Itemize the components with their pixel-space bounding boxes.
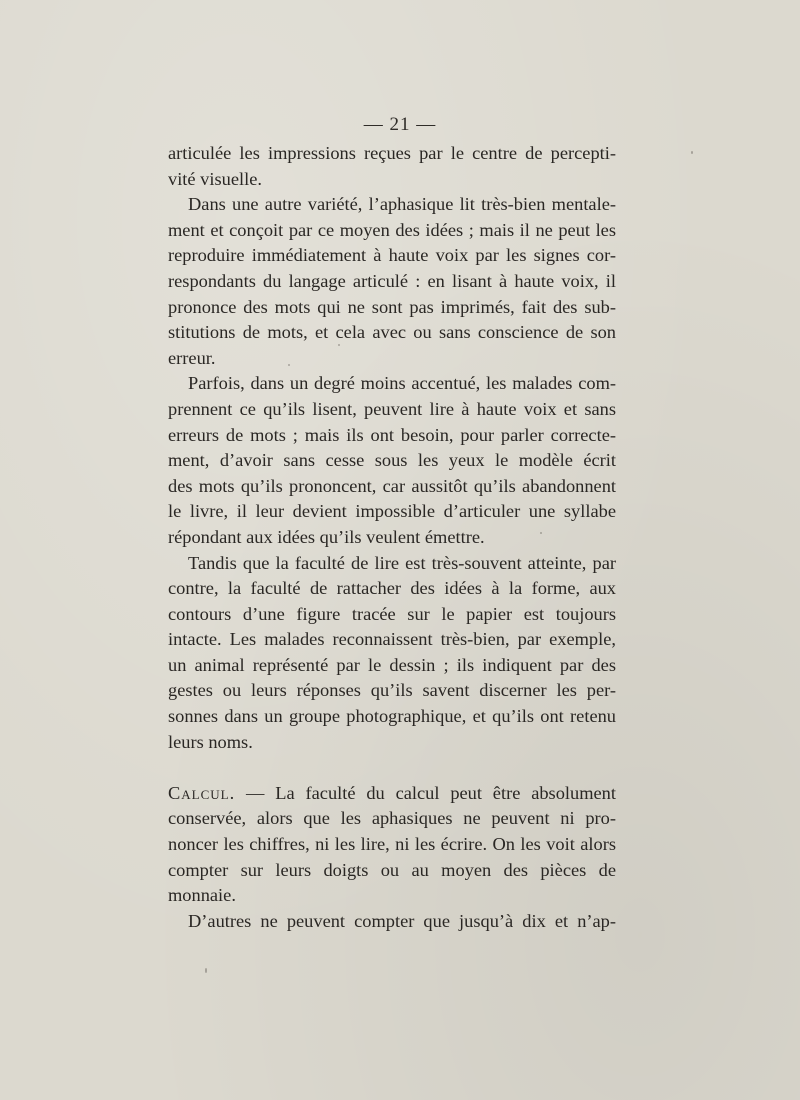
text-line: leurs noms. xyxy=(168,731,253,752)
text-line: vité visuelle. xyxy=(168,168,262,189)
text-line: contours d’une figure tracée sur le papier est toujours xyxy=(168,603,616,624)
text-line: Tandis que la faculté de lire est très-souvent atteinte, par xyxy=(188,552,616,573)
text-line: Parfois, dans un degré moins accentué, les malades com- xyxy=(188,373,616,394)
text-line: Dans une autre variété, l’aphasique lit très-bien mentale- xyxy=(188,194,616,215)
text-line: compter sur leurs doigts ou au moyen des pièces de xyxy=(168,859,616,880)
text-line: sonnes dans un groupe photographique, et qu’ils ont retenu xyxy=(168,706,616,727)
text-line: prononce des mots qui ne sont pas imprimés, fait des sub- xyxy=(168,296,616,317)
text-line: contre, la faculté de rattacher des idées à la forme, aux xyxy=(168,578,616,599)
text-line: le livre, il leur devient impossible d’articuler une syllabe xyxy=(168,501,616,522)
paper-speck xyxy=(338,344,340,346)
page-number: — 21 — xyxy=(363,114,437,135)
text-line: erreur. xyxy=(168,347,216,368)
text-line: conservée, alors que les aphasiques ne peuvent ni pro- xyxy=(168,808,616,829)
text-line: erreurs de mots ; mais ils ont besoin, pour parler correcte- xyxy=(168,424,616,445)
paragraph-6 xyxy=(168,909,616,935)
text-line: D’autres ne peuvent compter que jusqu’à dix et n’ap- xyxy=(188,910,616,931)
body-text xyxy=(168,141,616,934)
text-line: reproduire immédiatement à haute voix par les signes cor- xyxy=(168,245,616,266)
text-line xyxy=(168,781,616,807)
text-line: ment, d’avoir sans cesse sous les yeux le modèle écrit xyxy=(168,450,616,471)
paper-speck xyxy=(691,151,693,154)
text-line: noncer les chiffres, ni les lire, ni les écrire. On les voit alors xyxy=(168,834,616,855)
section-gap xyxy=(168,755,616,781)
text-line: un animal représenté par le dessin ; ils indiquent par des xyxy=(168,654,616,675)
paragraph-1 xyxy=(168,141,616,192)
text-line: respondants du langage articulé : en lisant à haute voix, il xyxy=(168,270,616,291)
text-line: stitutions de mots, et cela avec ou sans conscience de son xyxy=(168,322,616,343)
text-line: intacte. Les malades reconnaissent très-bien, par exemple, xyxy=(168,629,616,650)
text-line: des mots qu’ils prononcent, car aussitôt qu’ils abandonnent xyxy=(168,475,616,496)
paper-speck xyxy=(540,532,542,534)
paper-speck xyxy=(288,364,290,366)
text-line: articulée les impressions reçues par le centre de percepti- xyxy=(168,143,616,163)
text-line: prennent ce qu’ils lisent, peuvent lire à haute voix et sans xyxy=(168,398,616,419)
paragraph-4 xyxy=(168,551,616,756)
paper-speck xyxy=(205,968,207,973)
text-line: gestes ou leurs réponses qu’ils savent discerner les per- xyxy=(168,680,616,701)
paragraph-5 xyxy=(168,781,616,909)
paragraph-3 xyxy=(168,371,616,550)
text-line: monnaie. xyxy=(168,885,236,906)
section-heading: Calcul. xyxy=(168,782,236,803)
text-line: ment et conçoit par ce moyen des idées ; mais il ne peut les xyxy=(168,219,616,240)
text-line: répondant aux idées qu’ils veulent émettre. xyxy=(168,526,485,547)
text-fragment: — La faculté du calcul peut être absolument xyxy=(235,782,616,803)
paragraph-2 xyxy=(168,192,616,371)
